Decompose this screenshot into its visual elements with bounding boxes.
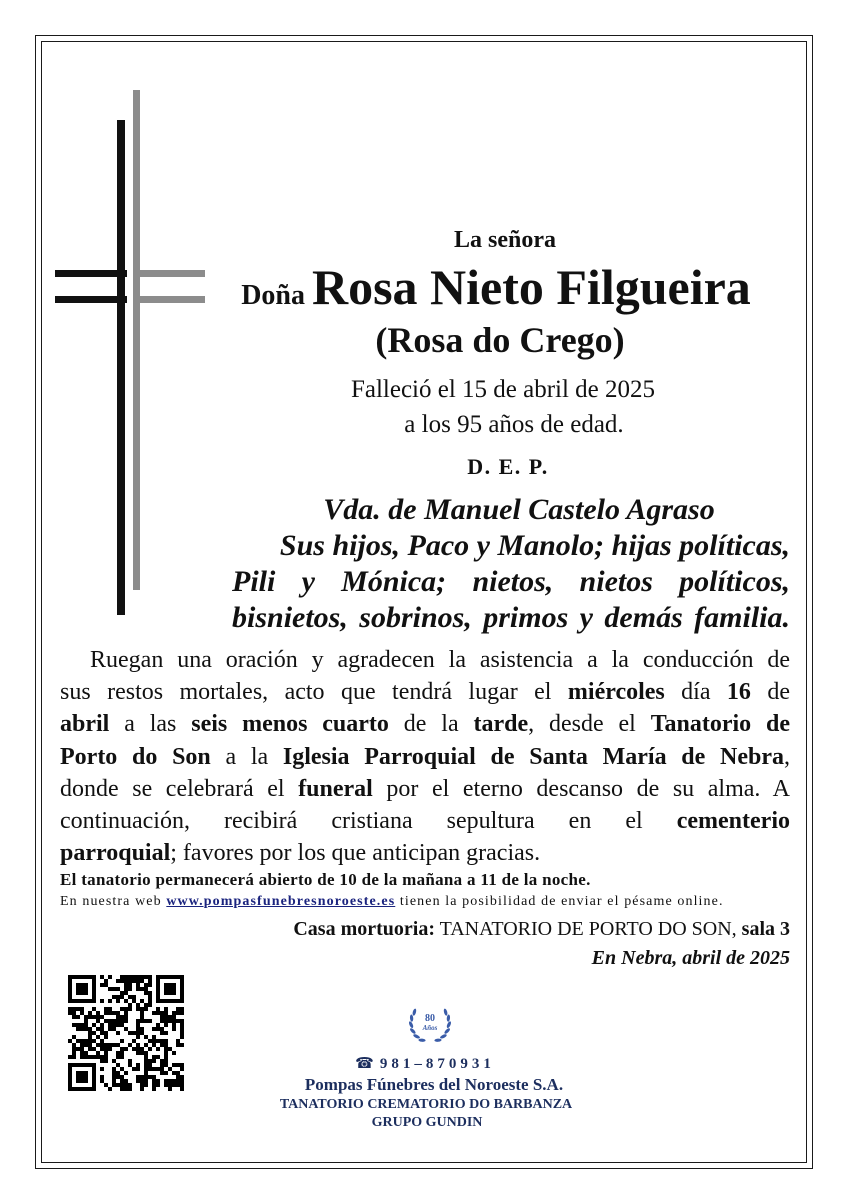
logo-word: Años: [422, 1024, 438, 1032]
cross-gray-vertical-bar: [133, 90, 140, 590]
ceremony-line: [60, 741, 790, 773]
ceremony-line: [60, 837, 790, 869]
funeral-home-group: GRUPO GUNDIN: [371, 1115, 483, 1130]
ceremony-text: día: [664, 679, 727, 706]
family-line: bisnietos, sobrinos, primos y demás familia.: [232, 601, 790, 634]
ceremony-text: ; favores por los que anticipan gracias.: [170, 840, 541, 867]
wake-label: Casa mortuoria:: [293, 918, 435, 940]
cross-icon: [55, 90, 205, 615]
departure-place-continued: Porto do Son: [60, 743, 211, 770]
deceased-name-line: [196, 257, 796, 326]
ceremony-time: seis menos cuarto: [191, 711, 389, 738]
web-note-prefix: En nuestra web: [60, 894, 167, 909]
ceremony-day-number: 16: [726, 679, 751, 706]
opening-hours-note: El tanatorio permanecerá abierto de 10 de la mañana a 11 de la noche.: [60, 870, 591, 889]
ceremony-text: de: [750, 679, 790, 706]
ceremony-daypart: tarde: [473, 711, 529, 738]
departure-place: Tanatorio de: [650, 711, 791, 738]
age-at-death: a los 95 años de edad.: [404, 411, 624, 438]
funeral-home-facility: TANATORIO CREMATORIO DO BARBANZA: [279, 1097, 573, 1112]
ceremony-text: continuación, recibirá cristiana sepultura en el: [60, 807, 677, 834]
logo-number: 80: [425, 1013, 435, 1024]
phone-number-line: [300, 1054, 550, 1073]
deceased-name: Rosa Nieto Filgueira: [311, 259, 751, 315]
laurel-leaf: [410, 1014, 414, 1021]
wake-location: [60, 917, 790, 941]
family-line: Pili y Mónica; nietos, nietos políticos,: [232, 565, 790, 598]
laurel-leaf: [412, 1008, 417, 1016]
honorific: Doña: [241, 280, 305, 311]
rip-abbreviation: D. E. P.: [467, 454, 549, 479]
laurel-leaf: [444, 1027, 451, 1034]
website-link[interactable]: www.pompasfunebresnoroeste.es: [166, 894, 396, 909]
ceremony-text: por el eterno descanso de su alma. A: [372, 775, 790, 802]
ceremony-text: sus restos mortales, acto que tendrá lugar el: [60, 679, 568, 706]
widow-of-line: Vda. de Manuel Castelo Agraso: [323, 493, 715, 526]
web-note-suffix: tienen la posibilidad de enviar el pésame online.: [395, 894, 724, 909]
notice-intro: La señora: [454, 227, 556, 253]
phone-number: 981–870931: [379, 1056, 495, 1072]
laurel-leaf: [434, 1038, 441, 1042]
ceremony-line: [60, 644, 790, 676]
laurel-leaf: [418, 1038, 425, 1042]
laurel-leaf: [446, 1021, 452, 1029]
laurel-leaf: [446, 1014, 450, 1021]
wake-room: sala 3: [741, 918, 790, 940]
ceremony-line: [60, 773, 790, 805]
ceremony-text: , desde el: [528, 711, 651, 738]
cross-gray-lower-arm: [133, 296, 205, 303]
church-name: Iglesia Parroquial de Santa María de Nebra: [282, 743, 784, 770]
deceased-nickname: (Rosa do Crego): [375, 320, 625, 360]
family-block: [232, 492, 790, 636]
phone-icon: [355, 1056, 380, 1072]
cross-black-vertical-bar: [117, 120, 125, 615]
laurel-leaf: [409, 1027, 416, 1034]
cross-black-upper-arm: [55, 270, 127, 277]
burial-place: cementerio: [676, 807, 790, 834]
laurel-leaf: [443, 1008, 448, 1016]
condolence-web-note: [60, 893, 724, 911]
ceremony-paragraph: [60, 644, 790, 869]
wake-place: TANATORIO DE PORTO DO SON,: [439, 918, 737, 940]
ceremony-text: de la: [388, 711, 474, 738]
ceremony-text: a las: [109, 711, 192, 738]
ceremony-line: [60, 676, 790, 708]
ceremony-text: a la: [210, 743, 283, 770]
cross-gray-upper-arm: [133, 270, 205, 277]
ceremony-line: [60, 805, 790, 837]
ceremony-type: funeral: [298, 775, 373, 802]
place-and-date: En Nebra, abril de 2025: [591, 947, 790, 969]
funeral-home-name: Pompas Fúnebres del Noroeste S.A.: [304, 1075, 564, 1094]
family-line: Sus hijos, Paco y Manolo; hijas políticas,: [279, 529, 790, 562]
cross-black-lower-arm: [55, 296, 127, 303]
laurel-wreath-icon: [404, 1001, 456, 1047]
laurel-leaf: [413, 1033, 421, 1039]
death-date: Falleció el 15 de abril de 2025: [350, 376, 656, 403]
qr-code: [68, 975, 184, 1091]
laurel-leaf: [408, 1021, 414, 1029]
ceremony-text: ,: [784, 743, 790, 770]
burial-place-continued: parroquial: [60, 840, 171, 867]
ceremony-text: donde se celebrará el: [60, 775, 299, 802]
ceremony-weekday: miércoles: [567, 679, 665, 706]
ceremony-month: abril: [60, 711, 110, 738]
laurel-leaf: [439, 1033, 447, 1039]
ceremony-text: Ruegan una oración y agradecen la asistencia a la conducción de: [90, 647, 790, 673]
ceremony-line: [60, 708, 790, 740]
